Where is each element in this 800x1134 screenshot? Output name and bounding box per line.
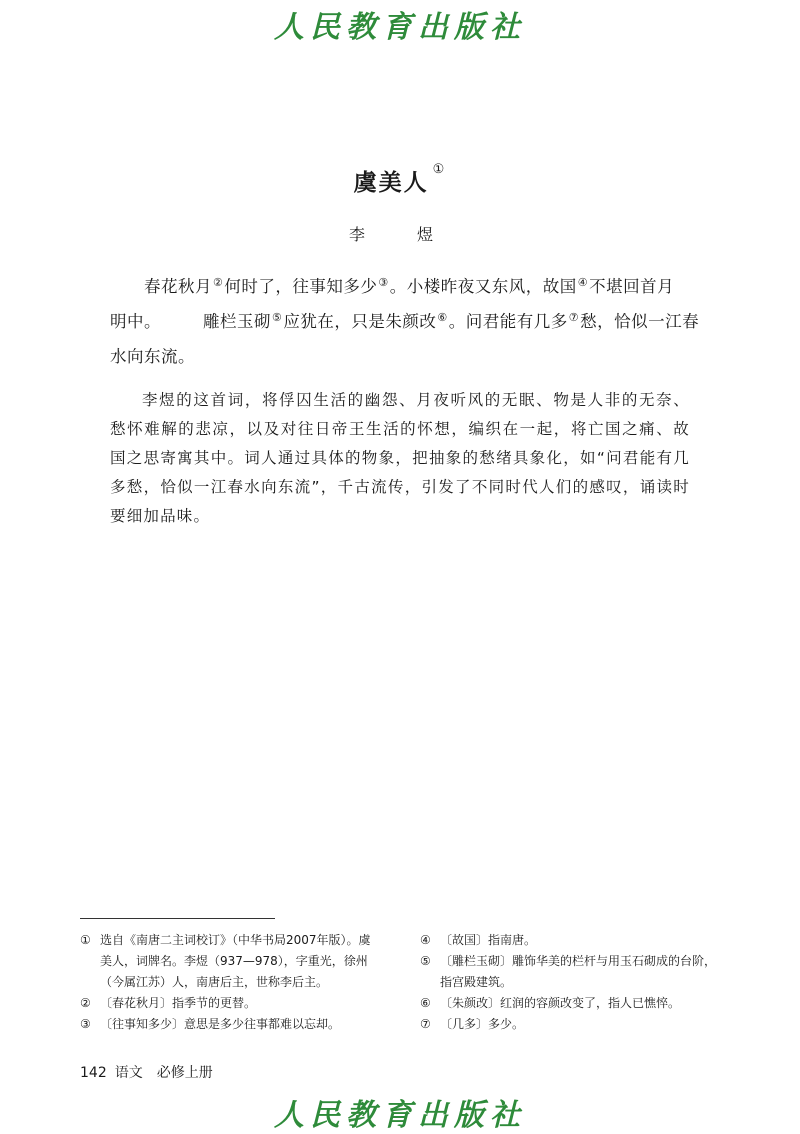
- commentary: [110, 386, 690, 531]
- footnote-mark[interactable]: ⑦: [568, 311, 580, 324]
- book-title: 语文 必修上册: [114, 1065, 213, 1081]
- footnote: ⑦ 〔几多〕多少。: [420, 1017, 525, 1031]
- footnote: ⑤ 〔雕栏玉砌〕雕饰华美的栏杆与用玉石砌成的台阶，指宫殿建筑。: [420, 954, 717, 989]
- footnote-mark[interactable]: ⑤: [272, 311, 283, 324]
- commentary-paragraph: 李煜的这首词，将俘囚生活的幽怨、月夜听风的无眠、物是人非的无奈、愁怀难解的悲凉，以及对往日帝王生活的怀想，编织在一起，将亡国之痛、故国之思寄寓其中。词人通过具体的物象，把抽象的愁绪具象化，如“问君能有几多愁，恰似一江春水向东流”，千古流传，引发了不同时代人们的感叹，诵读时要细加品味。: [110, 391, 690, 525]
- footnote: ⑥ 〔朱颜改〕红润的容颜改变了，指人已憔悴。: [420, 996, 681, 1010]
- poem-title: 虞美人 ①: [353, 162, 447, 196]
- publisher-watermark-bottom: 人民教育出版社: [274, 1098, 526, 1133]
- poem-line: 水向东流。: [110, 347, 195, 366]
- footnote-mark[interactable]: ④: [577, 276, 589, 289]
- footnotes-right: [420, 930, 720, 1035]
- poem-body: [110, 270, 700, 373]
- footnotes-left: [80, 930, 380, 1035]
- page-footer: [80, 1062, 213, 1082]
- page-number: 142: [80, 1065, 107, 1081]
- footnote-mark[interactable]: ⑥: [437, 311, 448, 324]
- poem-line: 春花秋月②何时了，往事知多少③。小楼昨夜又东风，故国④不堪回首月: [144, 276, 675, 296]
- poem-line: 明中。 雕栏玉砌⑤应犹在，只是朱颜改⑥。问君能有几多⑦愁，恰似一江春: [110, 311, 700, 331]
- poem-author: 李 煜: [348, 225, 451, 244]
- publisher-watermark-top: 人民教育出版社: [274, 10, 526, 45]
- footnote: ④ 〔故国〕指南唐。: [420, 933, 537, 947]
- footnote: ② 〔春花秋月〕指季节的更替。: [80, 996, 257, 1010]
- footnote-divider: [80, 918, 275, 919]
- footnote: ① 选自《南唐二主词校订》（中华书局2007年版）。虞美人，词牌名。李煜（937—978），字重光，徐州（今属江苏）人，南唐后主，世称李后主。: [80, 933, 371, 989]
- title-footnote-mark[interactable]: ①: [432, 162, 447, 178]
- footnote: ③ 〔往事知多少〕意思是多少往事都难以忘却。: [80, 1017, 341, 1031]
- footnote-mark[interactable]: ②: [213, 276, 224, 289]
- footnote-mark[interactable]: ③: [378, 276, 389, 289]
